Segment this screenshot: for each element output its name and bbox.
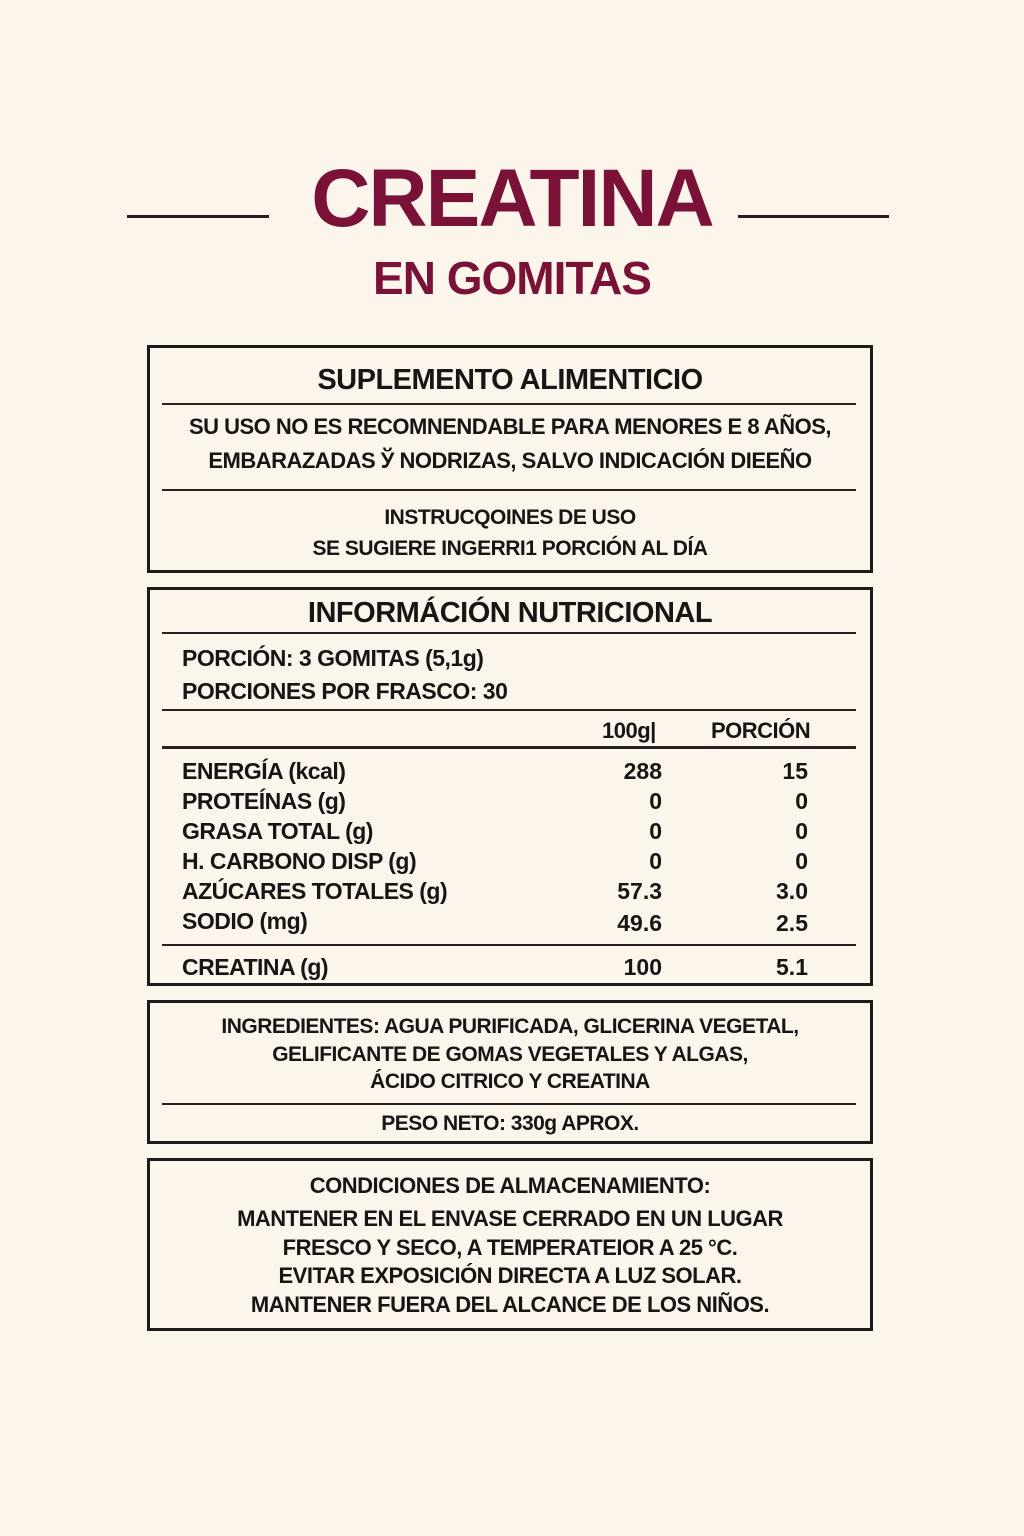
- row-value-100g: 100: [623, 954, 662, 980]
- warning-line-2: EMBARAZADAS Ў NODRIZAS, SALVO INDICACIÓN DIEEÑO: [208, 448, 812, 473]
- instructions-text: SE SUGIERE INGERRI1 PORCIÓN AL DÍA: [312, 537, 708, 560]
- row-value-portion: 2.5: [776, 910, 808, 936]
- row-value-portion: 0: [795, 848, 808, 874]
- row-value-100g: 0: [649, 848, 662, 874]
- row-label: ENERGÍA (kcal): [182, 758, 346, 784]
- supplement-heading: SUPLEMENTO ALIMENTICIO: [317, 364, 703, 396]
- ingredients-line-2: GELIFICANTE DE GOMAS VEGETALES Y ALGAS,: [272, 1043, 748, 1066]
- product-title: CREATINA: [311, 153, 713, 244]
- nutrition-heading: INFORMÁCIÓN NUTRICIONAL: [307, 597, 713, 629]
- row-value-portion: 0: [795, 788, 808, 814]
- row-value-100g: 57.3: [617, 878, 662, 904]
- serving-size: PORCIÓN: 3 GOMITAS (5,1g): [182, 645, 484, 671]
- row-value-100g: 288: [623, 758, 662, 784]
- divider: [162, 403, 856, 405]
- storage-title: CONDICIONES DE ALMACENAMIENTO:: [309, 1173, 711, 1198]
- storage-line-4: MANTENER FUERA DEL ALCANCE DE LOS NIÑOS.: [250, 1292, 770, 1317]
- table-header-divider: [162, 746, 856, 749]
- row-value-portion: 15: [782, 758, 808, 784]
- column-header-100g: 100g|: [602, 718, 656, 743]
- row-value-portion: 0: [795, 818, 808, 844]
- product-subtitle: EN GOMITAS: [373, 252, 651, 304]
- column-header-portion: PORCIÓN: [711, 718, 811, 743]
- divider: [162, 1103, 856, 1105]
- instructions-title: INSTRUCQOINES DE USO: [384, 506, 636, 529]
- divider: [162, 709, 856, 711]
- warning-line-1: SU USO NO ES RECOMNENDABLE PARA MENORES E 8 AÑOS,: [188, 414, 832, 439]
- nutrition-facts-box: [147, 587, 873, 986]
- row-value-100g: 49.6: [617, 910, 662, 936]
- row-label: SODIO (mg): [182, 908, 308, 934]
- servings-per-container: PORCIONES POR FRASCO: 30: [182, 678, 508, 704]
- supplement-box: [147, 345, 873, 573]
- row-label: H. CARBONO DISP (g): [182, 848, 417, 874]
- storage-line-3: EVITAR EXPOSICIÓN DIRECTA A LUZ SOLAR.: [278, 1263, 742, 1288]
- ingredients-box: [147, 1000, 873, 1144]
- storage-box: [147, 1158, 873, 1331]
- storage-line-1: MANTENER EN EL ENVASE CERRADO EN UN LUGAR: [237, 1206, 783, 1231]
- row-label: AZÚCARES TOTALES (g): [182, 878, 448, 904]
- row-value-portion: 3.0: [776, 878, 808, 904]
- ingredients-line-3: ÁCIDO CITRICO Y CREATINA: [370, 1070, 650, 1093]
- net-weight: PESO NETO: 330g APROX.: [381, 1112, 639, 1135]
- row-value-100g: 0: [649, 788, 662, 814]
- storage-line-2: FRESCO Y SECO, A TEMPERATEIOR A 25 °C.: [282, 1235, 738, 1260]
- row-value-portion: 5.1: [776, 954, 808, 980]
- divider: [162, 489, 856, 491]
- row-value-100g: 0: [649, 818, 662, 844]
- row-label: GRASA TOTAL (g): [182, 818, 373, 844]
- ingredients-line-1: INGREDIENTES: AGUA PURIFICADA, GLICERINA VEGETAL,: [221, 1015, 799, 1038]
- row-label: PROTEÍNAS (g): [182, 788, 346, 814]
- row-label: CREATINA (g): [182, 954, 329, 980]
- divider: [162, 944, 856, 946]
- divider: [162, 632, 856, 634]
